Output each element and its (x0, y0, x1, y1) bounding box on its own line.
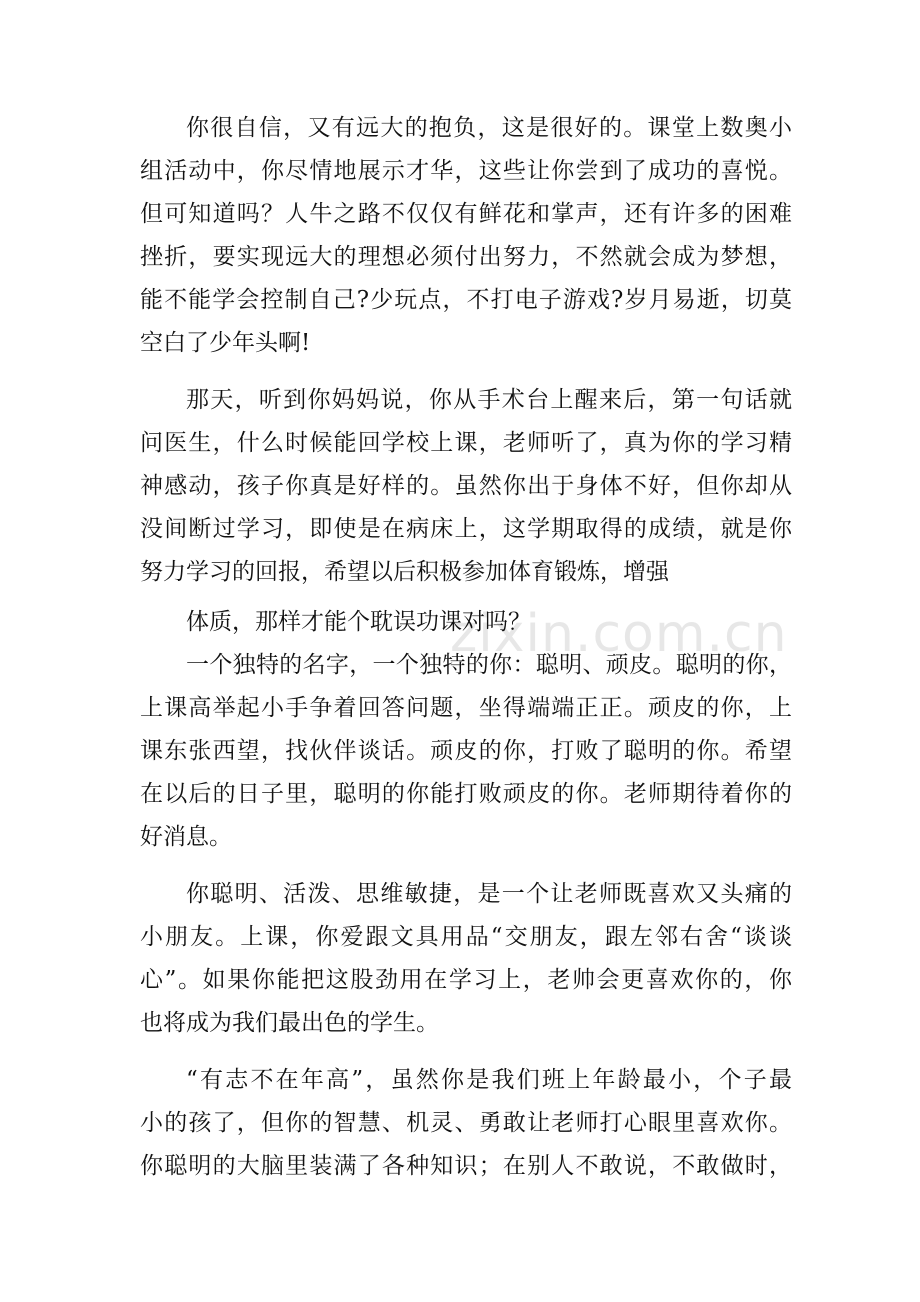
paragraph-line: 小朋友。上课，你爱跟文具用品“交朋友，跟左邻右舍“谈谈 (140, 924, 792, 950)
paragraph-line: 问医生，什么时候能回学校上课，老师听了，真为你的学习精 (140, 430, 792, 456)
paragraph-line: 你很自信，又有远大的抱负，这是很好的。课堂上数奥小 (186, 115, 792, 141)
paragraph-line: 上课高举起小手争着回答问题，坐得端端正正。顽皮的你，上 (140, 695, 792, 721)
paragraph-line: 你聪明、活泼、思维敏捷，是一个让老师既喜欢又头痛的 (186, 881, 792, 907)
paragraph-line: 没间断过学习，即使是在病床上，这学期取得的成绩，就是你 (140, 516, 792, 542)
paragraph-line: 努力学习的回报，希望以后积极参加体育锻炼，增强 (140, 559, 669, 585)
paragraph-line: 能不能学会控制自己?少玩点，不打电子游戏?岁月易逝，切莫 (140, 287, 792, 313)
paragraph-line: “有志不在年高”，虽然你是我们班上年龄最小，个子最 (186, 1067, 792, 1093)
paragraph-line: 挫折，要实现远大的理想必须付出努力，不然就会成为梦想， (140, 244, 792, 270)
paragraph-line: 在以后的日子里，聪明的你能打败顽皮的你。老师期待着你的 (140, 781, 792, 807)
paragraph-line: 小的孩了，但你的智慧、机灵、勇敢让老师打心眼里喜欢你。 (140, 1110, 792, 1136)
paragraph-line: 神感动，孩子你真是好样的。虽然你出于身体不好，但你却从 (140, 473, 792, 499)
paragraph-line: 好消息。 (140, 824, 232, 850)
paragraph-line: 一个独特的名字，一个独特的你：聪明、顽皮。聪明的你， (186, 652, 792, 678)
paragraph-line: 空白了少年头啊! (140, 330, 311, 356)
watermark-text: zixin.com.cn (450, 604, 788, 664)
paragraph-line: 体质，那样才能个耽误功课对吗？ (186, 609, 531, 635)
paragraph-line: 也将成为我们最出色的学生。 (140, 1010, 439, 1036)
paragraph-line: 那天，听到你妈妈说，你从手术台上醒来后，第一句话就 (186, 387, 792, 413)
paragraph-line: 但可知道吗？人牛之路不仅仅有鲜花和掌声，还有许多的困难 (140, 201, 792, 227)
paragraph-line: 课东张西望，找伙伴谈话。顽皮的你，打败了聪明的你。希望 (140, 738, 792, 764)
paragraph-line: 心”。如果你能把这股劲用在学习上，老帅会更喜欢你的，你 (140, 967, 792, 993)
paragraph-line: 你聪明的大脑里装满了各种知识；在别人不敢说，不敢做时， (140, 1153, 792, 1179)
paragraph-line: 组活动中，你尽情地展示才华，这些让你尝到了成功的喜悦。 (140, 158, 792, 184)
